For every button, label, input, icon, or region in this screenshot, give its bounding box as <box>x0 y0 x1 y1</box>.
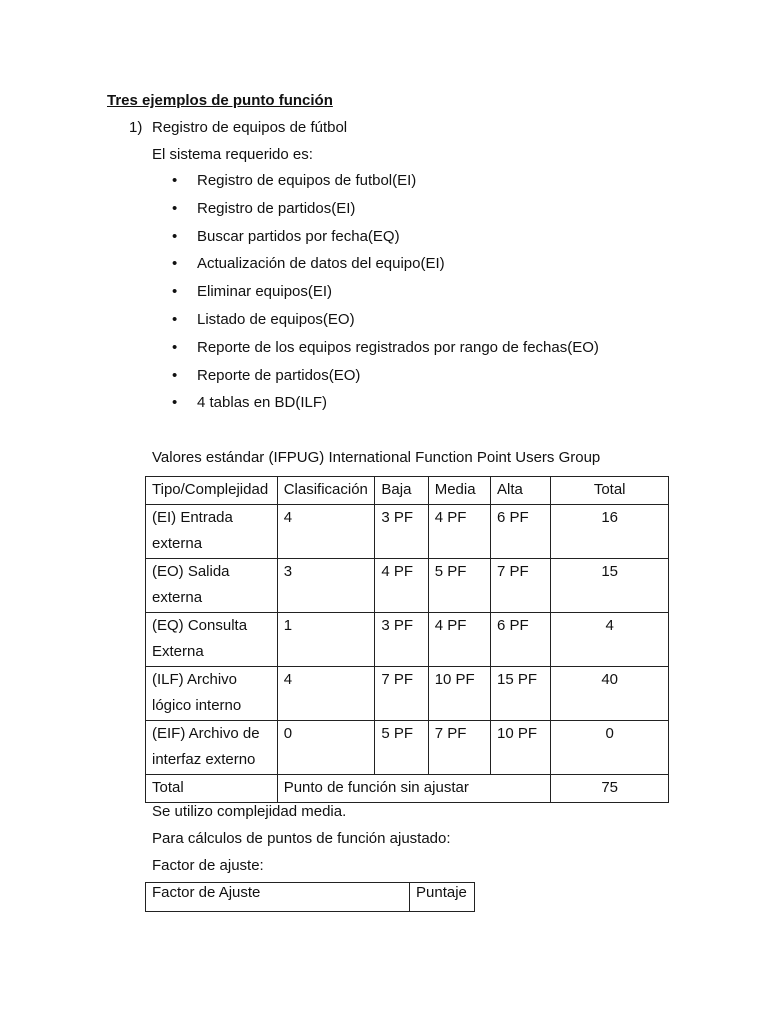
table-cell: 7 PF <box>375 667 428 721</box>
total-description: Punto de función sin ajustar <box>277 775 551 803</box>
table-cell: 4 PF <box>375 559 428 613</box>
table-cell: 3 PF <box>375 613 428 667</box>
header-cell: Total <box>551 477 669 505</box>
table-cell: 5 PF <box>375 721 428 775</box>
table-cell: 4 <box>551 613 669 667</box>
total-label: Total <box>146 775 278 803</box>
list-item: • Buscar partidos por fecha(EQ) <box>172 227 400 245</box>
table-cell: 4 <box>277 505 375 559</box>
list-item: • Reporte de los equipos registrados por rango de fechas(EO) <box>172 338 599 356</box>
header-cell: Media <box>428 477 490 505</box>
table-cell: (EI) Entrada externa <box>146 505 278 559</box>
list-item: • 4 tablas en BD(ILF) <box>172 394 328 412</box>
item-number: 1) <box>129 119 143 136</box>
table-header-row <box>146 477 669 505</box>
list-item: • Actualización de datos del equipo(EI) <box>172 255 445 273</box>
bullet-icon: • <box>172 310 178 328</box>
table-cell: (EQ) Consulta Externa <box>146 613 278 667</box>
list-item: • Registro de equipos de futbol(EI) <box>172 172 417 189</box>
requirements-list <box>172 172 599 422</box>
table-cell: (EIF) Archivo de interfaz externo <box>146 721 278 775</box>
adjust-factor-table <box>145 882 475 912</box>
table-cell: 4 <box>277 667 375 721</box>
bullet-icon: • <box>172 255 178 273</box>
table-cell: 16 <box>551 505 669 559</box>
table-cell: 4 PF <box>428 613 490 667</box>
table-cell: (ILF) Archivo lógico interno <box>146 667 278 721</box>
standard-values-title: Valores estándar (IFPUG) International Function Point Users Group <box>152 449 601 466</box>
bullet-icon: • <box>172 172 178 189</box>
page-title: Tres ejemplos de punto función <box>107 92 333 109</box>
bullet-icon: • <box>172 283 178 301</box>
bullet-icon: • <box>172 338 178 356</box>
table-row <box>146 505 669 559</box>
table-cell: 40 <box>551 667 669 721</box>
header-cell: Puntaje <box>410 883 475 912</box>
function-point-table <box>145 476 669 803</box>
total-value: 75 <box>551 775 669 803</box>
list-item: • Eliminar equipos(EI) <box>172 283 333 301</box>
header-cell: Baja <box>375 477 428 505</box>
table-cell: 10 PF <box>491 721 551 775</box>
table-cell: 15 <box>551 559 669 613</box>
bullet-icon: • <box>172 199 178 217</box>
table-row <box>146 721 669 775</box>
table-cell: 3 PF <box>375 505 428 559</box>
header-cell: Factor de Ajuste <box>146 883 410 912</box>
table-cell: 0 <box>551 721 669 775</box>
bullet-icon: • <box>172 394 178 412</box>
table-cell: 5 PF <box>428 559 490 613</box>
table-cell: 6 PF <box>491 613 551 667</box>
bullet-icon: • <box>172 227 178 245</box>
table-cell: 1 <box>277 613 375 667</box>
table-header-row <box>146 883 475 912</box>
table-cell: 15 PF <box>491 667 551 721</box>
list-item: • Registro de partidos(EI) <box>172 199 356 217</box>
table-cell: 7 PF <box>491 559 551 613</box>
header-cell: Clasificación <box>277 477 375 505</box>
list-item: • Reporte de partidos(EO) <box>172 366 361 384</box>
item-title: Registro de equipos de fútbol <box>152 119 348 136</box>
list-item: • Listado de equipos(EO) <box>172 310 355 328</box>
table-cell: 10 PF <box>428 667 490 721</box>
complexity-note: Se utilizo complejidad media. <box>152 803 347 820</box>
table-cell: 0 <box>277 721 375 775</box>
adjusted-note: Para cálculos de puntos de función ajustado: <box>152 830 451 847</box>
header-cell: Tipo/Complejidad <box>146 477 278 505</box>
table-cell: 7 PF <box>428 721 490 775</box>
table-total-row <box>146 775 669 803</box>
table-row <box>146 613 669 667</box>
adjust-factor-label: Factor de ajuste: <box>152 857 264 874</box>
table-cell: (EO) Salida externa <box>146 559 278 613</box>
table-cell: 6 PF <box>491 505 551 559</box>
table-row <box>146 559 669 613</box>
table-cell: 4 PF <box>428 505 490 559</box>
intro-text: El sistema requerido es: <box>152 146 313 163</box>
table-row <box>146 667 669 721</box>
bullet-icon: • <box>172 366 178 384</box>
header-cell: Alta <box>491 477 551 505</box>
table-cell: 3 <box>277 559 375 613</box>
